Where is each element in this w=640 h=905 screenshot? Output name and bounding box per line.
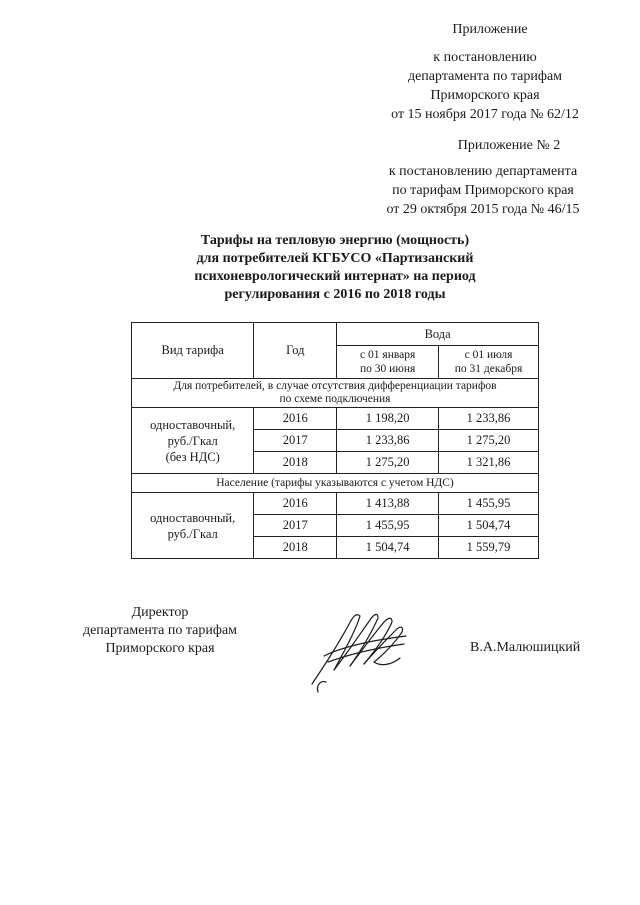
header-period-1-line: с 01 января <box>360 349 416 361</box>
header-period-2 <box>439 346 539 379</box>
director-block <box>70 604 250 658</box>
period-1-value: 1 275,20 <box>337 452 439 474</box>
section-heading <box>132 474 539 493</box>
section-heading <box>132 379 539 408</box>
tariff-type-line: одноставочный, <box>150 417 236 432</box>
appendix-1-line: от 15 ноября 2017 года № 62/12 <box>391 107 579 122</box>
director-line: Приморского края <box>105 641 215 656</box>
period-1-value: 1 233,86 <box>337 430 439 452</box>
table-row <box>132 493 539 515</box>
appendix-1-line: Приморского края <box>430 88 540 103</box>
tariff-type-line: одноставочный, <box>150 510 236 525</box>
signer-name: В.А.Малюшицкий <box>470 640 581 655</box>
table-row <box>132 408 539 430</box>
year-cell: 2017 <box>254 430 337 452</box>
section-heading-row <box>132 379 539 408</box>
appendix-1-line: департамента по тарифам <box>407 69 563 84</box>
handwritten-signature <box>304 596 414 706</box>
period-2-value: 1 321,86 <box>439 452 539 474</box>
period-1-value: 1 455,95 <box>337 515 439 537</box>
appendix-2-line: к постановлению департамента <box>388 164 578 179</box>
header-year: Год <box>254 323 337 379</box>
year-cell: 2018 <box>254 452 337 474</box>
director-line: Директор <box>131 605 189 620</box>
tariff-type-line: руб./Гкал <box>167 433 218 448</box>
tariff-type-cell <box>132 408 254 474</box>
year-cell: 2018 <box>254 537 337 559</box>
period-1-value: 1 198,20 <box>337 408 439 430</box>
header-tariff-type: Вид тарифа <box>132 323 254 379</box>
appendix-2-title <box>444 136 574 155</box>
tariff-type-cell <box>132 493 254 559</box>
title-line: психоневрологический интернат» на период <box>194 269 476 284</box>
year-cell: 2017 <box>254 515 337 537</box>
tariff-type-line: руб./Гкал <box>167 526 218 541</box>
section-heading-line: по схеме подключения <box>279 393 391 405</box>
director-line: департамента по тарифам <box>82 623 238 638</box>
header-period-2-line: с 01 июля <box>464 349 513 361</box>
tariff-type-line: (без НДС) <box>165 449 220 464</box>
appendix-1-title-text: Приложение <box>452 22 528 37</box>
header-period-1 <box>337 346 439 379</box>
header-water: Вода <box>337 323 539 346</box>
header-period-1-line: по 30 июня <box>360 363 416 375</box>
title-line: регулирования с 2016 по 2018 годы <box>224 287 446 302</box>
period-2-value: 1 233,86 <box>439 408 539 430</box>
title-line: Тарифы на тепловую энергию (мощность) <box>200 233 470 248</box>
appendix-1-line: к постановлению <box>433 50 537 65</box>
header-period-2-line: по 31 декабря <box>454 363 523 375</box>
period-2-value: 1 455,95 <box>439 493 539 515</box>
period-2-value: 1 504,74 <box>439 515 539 537</box>
year-cell: 2016 <box>254 408 337 430</box>
appendix-2-line: по тарифам Приморского края <box>392 183 574 198</box>
appendix-1-title <box>430 20 550 39</box>
period-2-value: 1 559,79 <box>439 537 539 559</box>
section-heading-line: Население (тарифы указываются с учетом НДС) <box>216 477 454 489</box>
tariff-table <box>131 322 539 559</box>
period-2-value: 1 275,20 <box>439 430 539 452</box>
section-heading-row <box>132 474 539 493</box>
appendix-2-reference <box>366 162 600 219</box>
appendix-2-line: от 29 октября 2015 года № 46/15 <box>386 202 580 217</box>
appendix-1-reference <box>372 48 598 124</box>
appendix-2-title-text: Приложение № 2 <box>457 138 561 153</box>
period-1-value: 1 413,88 <box>337 493 439 515</box>
period-1-value: 1 504,74 <box>337 537 439 559</box>
year-cell: 2016 <box>254 493 337 515</box>
document-title <box>150 232 520 304</box>
section-heading-line: Для потребителей, в случае отсутствия дифференциации тарифов <box>173 380 497 392</box>
title-line: для потребителей КГБУСО «Партизанский <box>196 251 474 266</box>
